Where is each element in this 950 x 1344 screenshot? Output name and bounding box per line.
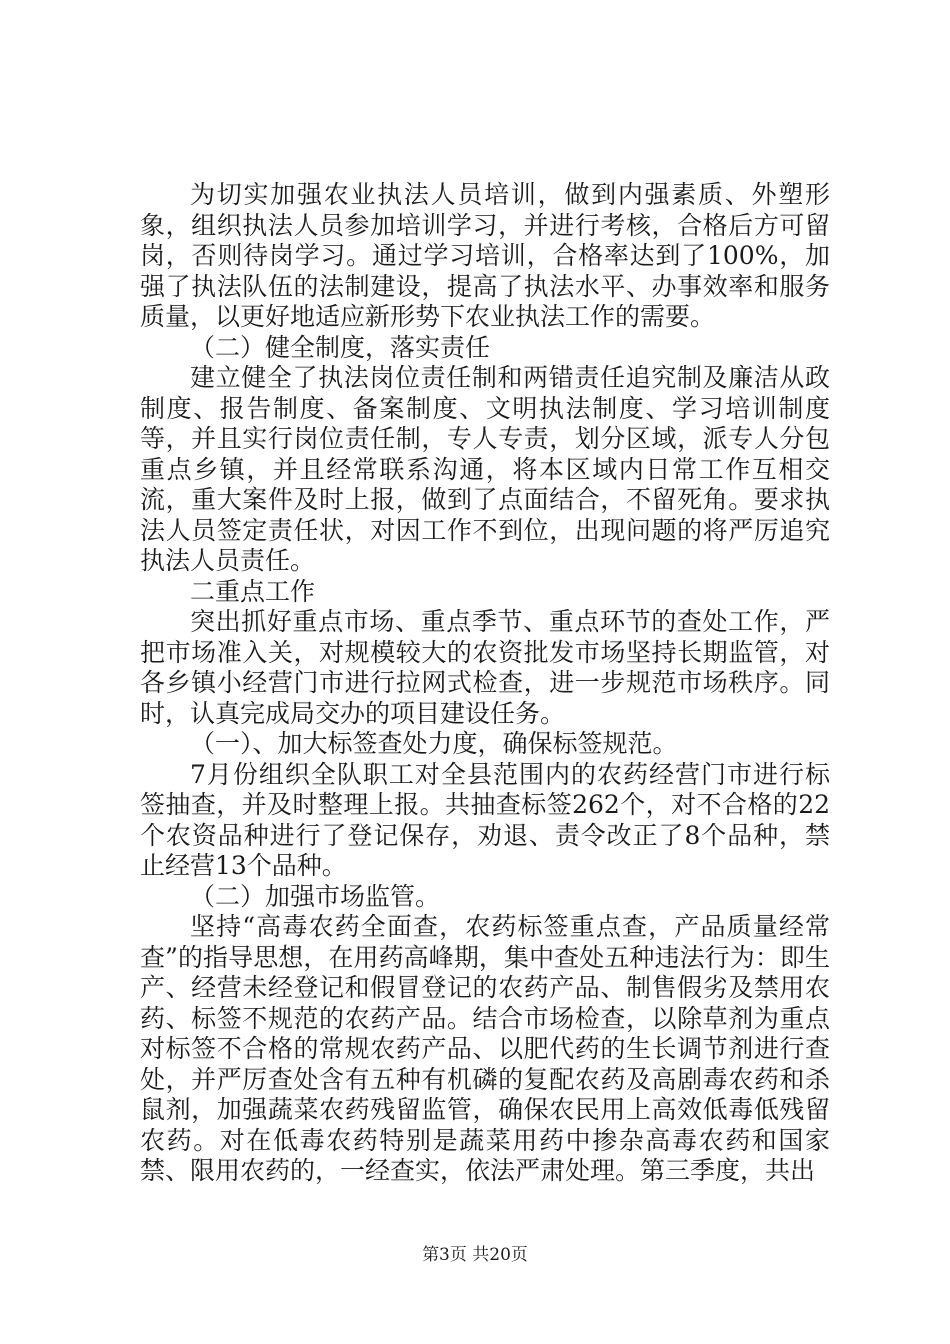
section-heading-labels: （一）、加大标签查处力度，确保标签规范。 bbox=[190, 729, 678, 758]
section-heading-system: （二）健全制度，落实责任 bbox=[190, 332, 491, 362]
body-text bbox=[140, 180, 830, 1187]
paragraph-training: 为切实加强农业执法人员培训，做到内强素质、外塑形象，组织执法人员参加培训学习，并进行考核，合格后方可留岗，否则待岗学习。通过学习培训，合格率达到了100%，加强了执法队伍的法制建设，提高了执法水平、办事效率和服务质量，以更好地适应新形势下农业执法工作的需要。 bbox=[140, 180, 830, 331]
section-heading-market: （二）加强市场监管。 bbox=[190, 881, 441, 911]
paragraph-responsibility: 建立健全了执法岗位责任制和两错责任追究制及廉洁从政制度、报告制度、备案制度、文明执法制度、学习培训制度等，并且实行岗位责任制，专人专责，划分区域，派专人分包重点乡镇，并且经常联系沟通，将本区域内日常工作互相交流，重大案件及时上报，做到了点面结合，不留死角。要求执法人员签定责任状，对因工作不到位，出现问题的将严厉追究执法人员责任。 bbox=[140, 363, 830, 575]
paragraph-market: 坚持“高毒农药全面查，农药标签重点查，产品质量经常查”的指导思想，在用药高峰期，集中查处五种违法行为：即生产、经营未经登记和假冒登记的农药产品、制售假劣及禁用农药、标签不规范的农药产品。结合市场检查，以除草剂为重点对标签不合格的常规农药产品、以肥代药的生长调节剂进行查处，并严厉查处含有五种有机磷的复配农药及高剧毒农药和杀鼠剂，加强蔬菜农药残留监管，确保农民用上高效低毒低残留农药。对在低毒农药特别是蔬菜用药中掺杂高毒农药和国家禁、限用农药的，一经查实，依法严肃处理。第三季度，共出 bbox=[140, 912, 830, 1185]
paragraph-labels: 7月份组织全队职工对全县范围内的农药经营门市进行标签抽查，并及时整理上报。共抽查标签262个，对不合格的22个农资品种进行了登记保存，劝退、责令改正了8个品种，禁止经营13个品种。 bbox=[140, 759, 830, 880]
paragraph-key-work: 突出抓好重点市场、重点季节、重点环节的查处工作，严把市场准入关，对规模较大的农资批发市场坚持长期监管，对各乡镇小经营门市进行拉网式检查，进一步规范市场秩序。同时，认真完成局交办的项目建设任务。 bbox=[140, 607, 830, 728]
section-heading-key-work: 二重点工作 bbox=[190, 576, 316, 606]
page-number-footer: 第3页 共20页 bbox=[422, 1245, 528, 1265]
